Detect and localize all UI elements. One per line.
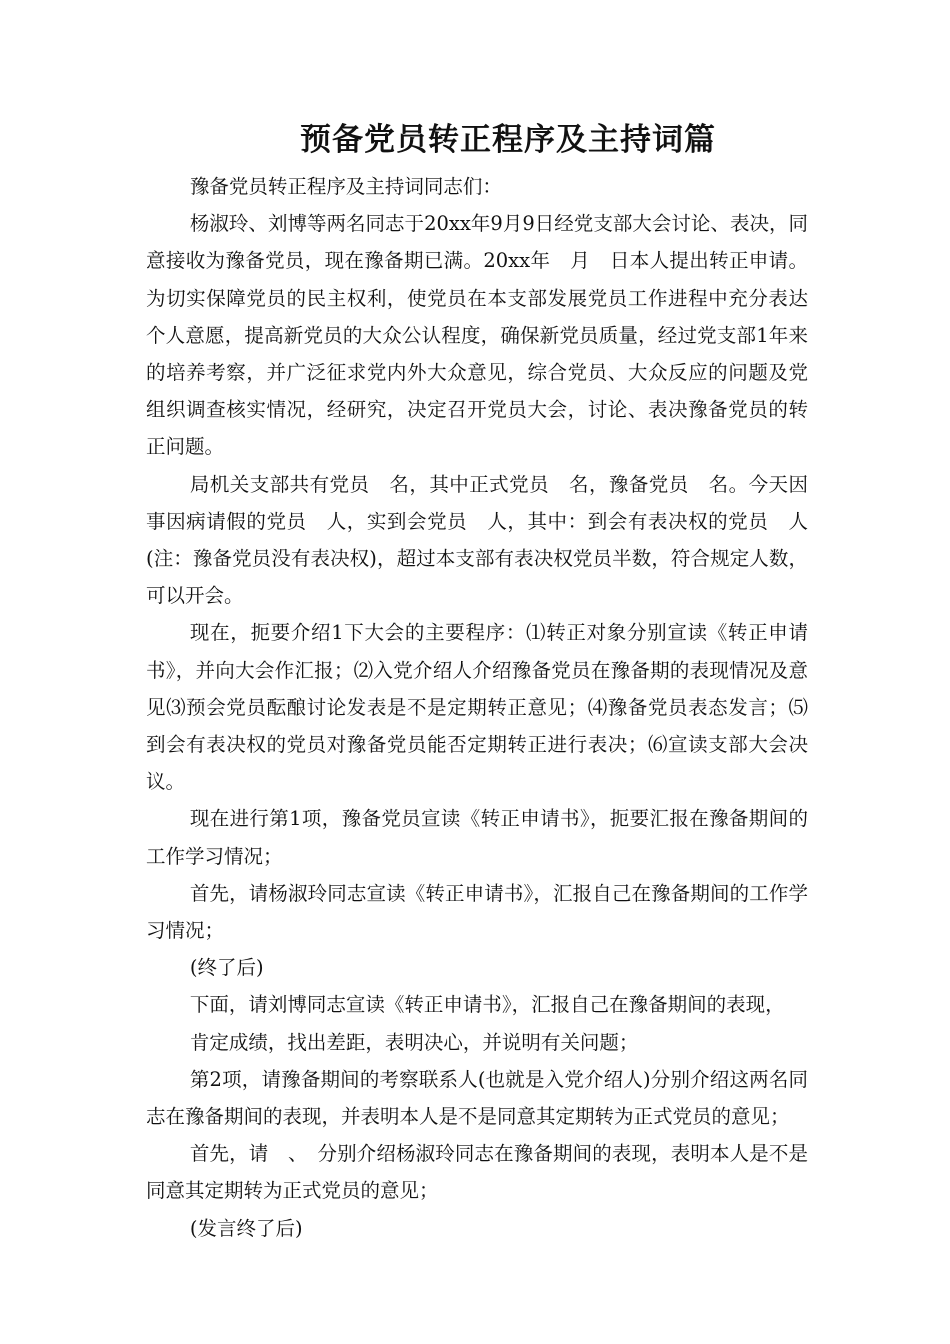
paragraph-introducers: 首先，请 、 分别介绍杨淑玲同志在豫备期间的表现，表明本人是不是同意其定期转为正式党员的意见； <box>146 1142 808 1203</box>
paragraph-first-speaker: 首先，请杨淑玲同志宣读《转正申请书》，汇报自己在豫备期间的工作学习情况； <box>146 881 808 943</box>
document-title: 预备党员转正程序及主持词篇 <box>300 122 716 158</box>
document-body <box>146 168 808 1247</box>
paragraph-note-speech-after: (发言终了后) <box>189 1216 303 1240</box>
paragraph-attendance: 局机关支部共有党员 名，其中正式党员 名，豫备党员 名。今天因事因病请假的党员 人，实到会党员 人，其中：到会有表决权的党员 人(注：豫备党员没有表决权)，超过本支部有表决权党员半数，符合规定人数，可以开会。 <box>146 472 808 608</box>
paragraph-background: 杨淑玲、刘博等两名同志于20xx年9月9日经党支部大会讨论、表决，同意接收为豫备党员，现在豫备期已满。20xx年 月 日本人提出转正申请。为切实保障党员的民主权利，使党员在本支部发展党员工作进程中充分表达个人意愿，提高新党员的大众公认程度，确保新党员质量，经过党支部1年来的培养考察，并广泛征求党内外大众意见，综合党员、大众反应的问题及党组织调查核实情况，经研究，决定召开党员大会，讨论、表决豫备党员的转正问题。 <box>146 212 808 459</box>
paragraph-affirm: 肯定成绩，找出差距，表明决心，并说明有关问题； <box>189 1030 639 1054</box>
paragraph-item-1: 现在进行第1项，豫备党员宣读《转正申请书》，扼要汇报在豫备期间的工作学习情况； <box>146 807 808 868</box>
paragraph-item-2: 第2项，请豫备期间的考察联系人(也就是入党介绍人)分别介绍这两名同志在豫备期间的表现，并表明本人是不是同意其定期转为正式党员的意见； <box>146 1067 808 1129</box>
paragraph-note-after: (终了后) <box>189 956 264 980</box>
paragraph-procedure: 现在，扼要介绍1下大会的主要程序：⑴转正对象分别宣读《转正申请书》，并向大会作汇报；⑵入党介绍人介绍豫备党员在豫备期的表现情况及意见⑶预会党员酝酿讨论发表是不是定期转正意见；⑷豫备党员表态发言；⑸到会有表决权的党员对豫备党员能否定期转正进行表决；⑹宣读支部大会决议。 <box>146 621 808 794</box>
paragraph-second-speaker: 下面，请刘博同志宣读《转正申请书》，汇报自己在豫备期间的表现， <box>189 993 785 1017</box>
paragraph-salutation: 豫备党员转正程序及主持词同志们： <box>189 175 502 198</box>
